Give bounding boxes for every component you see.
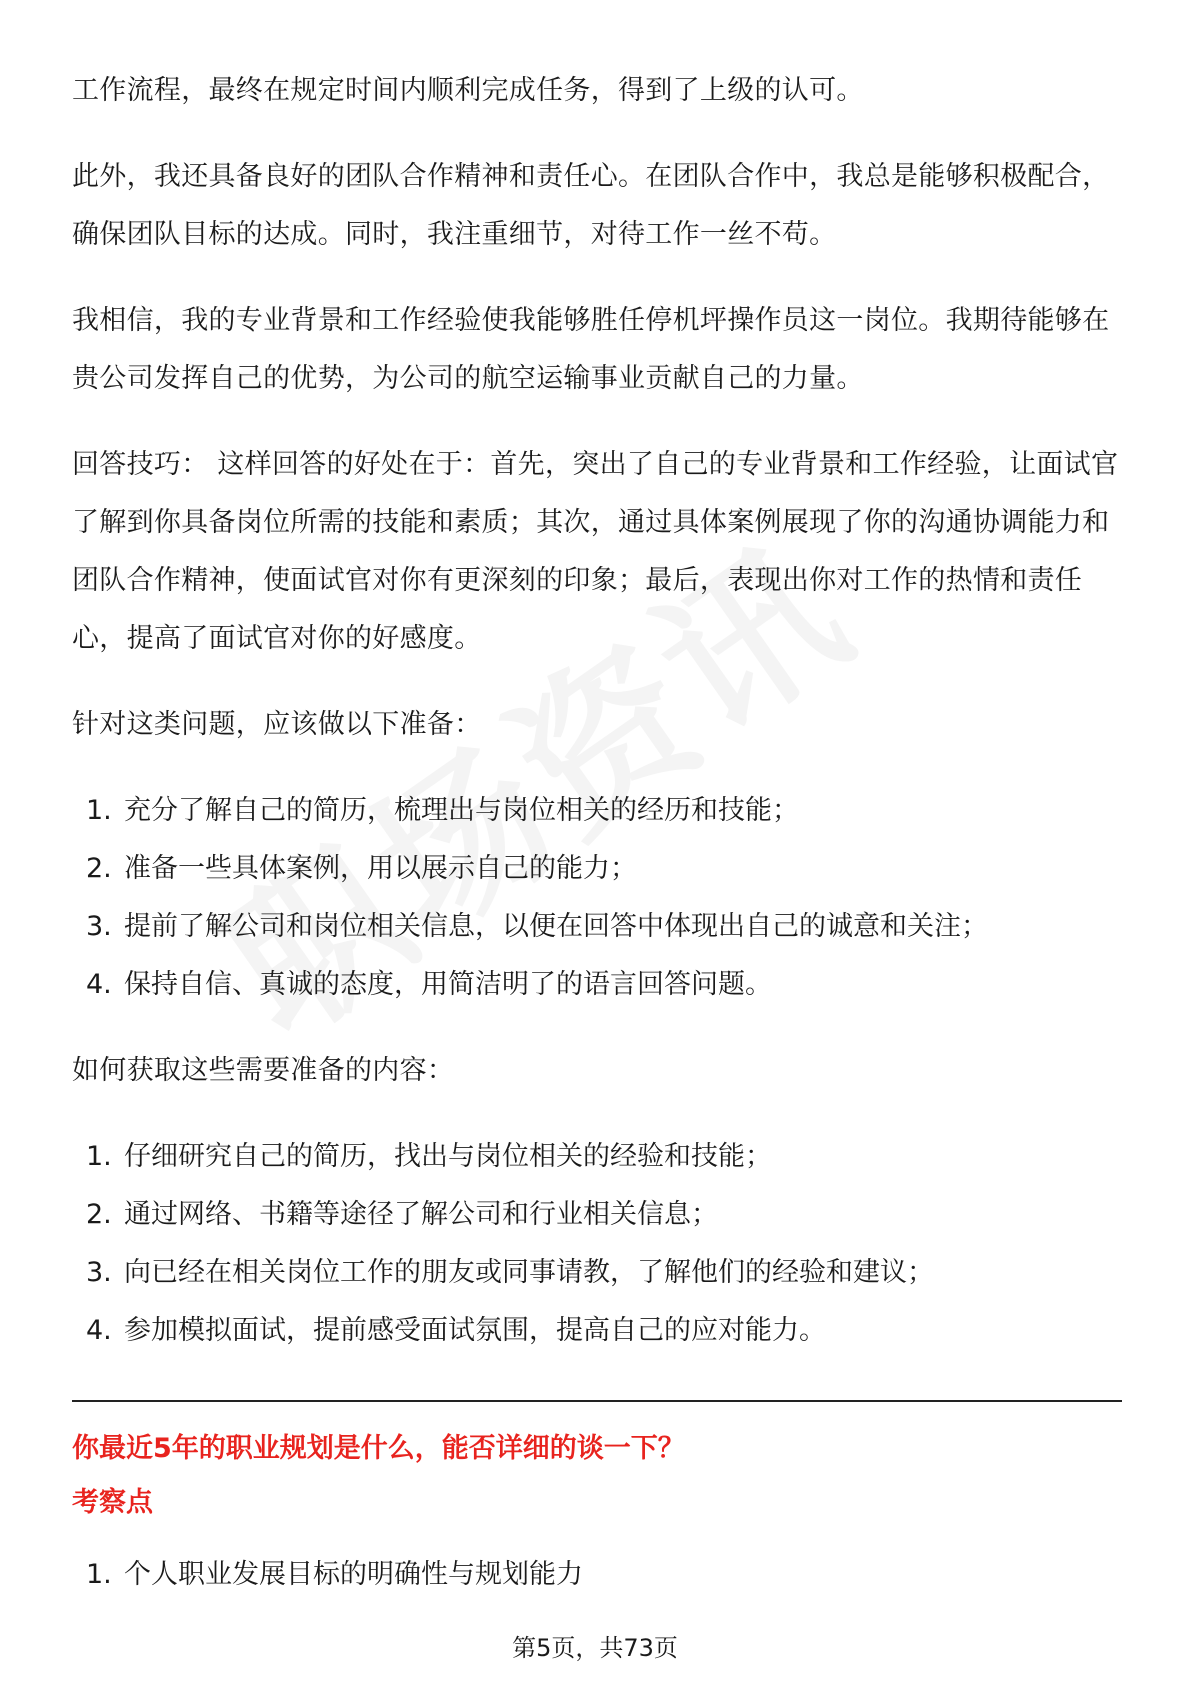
prep-list (72, 782, 1122, 1014)
focus-heading: 考察点 (72, 1487, 153, 1518)
paragraph-continuation: 工作流程，最终在规定时间内顺利完成任务，得到了上级的认可。 (72, 75, 864, 106)
question-heading: 你最近5年的职业规划是什么，能否详细的谈一下？ (72, 1433, 685, 1464)
list-item: 3. 提前了解公司和岗位相关信息，以便在回答中体现出自己的诚意和关注； (86, 911, 988, 942)
list-item: 3. 向已经在相关岗位工作的朋友或同事请教，了解他们的经验和建议； (86, 1257, 934, 1288)
get-list (72, 1128, 1122, 1360)
page-content (72, 62, 1122, 1632)
list-item: 1. 个人职业发展目标的明确性与规划能力 (86, 1559, 583, 1590)
list-item: 1. 充分了解自己的简历，梳理出与岗位相关的经历和技能； (86, 795, 799, 826)
page-footer: 第5页，共73页 (512, 1634, 678, 1662)
paragraph-conclusion: 我相信，我的专业背景和工作经验使我能够胜任停机坪操作员这一岗位。我期待能够在贵公司发挥自己的优势，为公司的航空运输事业贡献自己的力量。 (72, 305, 1110, 394)
list-item: 4. 保持自信、真诚的态度，用简洁明了的语言回答问题。 (86, 969, 772, 1000)
list-item: 2. 通过网络、书籍等途径了解公司和行业相关信息； (86, 1199, 718, 1230)
section-divider (72, 1400, 1122, 1402)
focus-list (72, 1546, 1122, 1604)
paragraph-prep-intro: 针对这类问题，应该做以下准备： (72, 709, 482, 740)
list-item: 1. 仔细研究自己的简历，找出与岗位相关的经验和技能； (86, 1141, 772, 1172)
paragraph-answer-tips: 回答技巧： 这样回答的好处在于：首先，突出了自己的专业背景和工作经验，让面试官了解到你具备岗位所需的技能和素质；其次，通过具体案例展现了你的沟通协调能力和团队合作精神，使面试官对你有更深刻的印象；最后，表现出你对工作的热情和责任心，提高了面试官对你的好感度。 (72, 449, 1119, 654)
list-item: 2. 准备一些具体案例，用以展示自己的能力； (86, 853, 637, 884)
paragraph-teamwork: 此外，我还具备良好的团队合作精神和责任心。在团队合作中，我总是能够积极配合，确保团队目标的达成。同时，我注重细节，对待工作一丝不苟。 (72, 161, 1110, 250)
paragraph-how-to-get: 如何获取这些需要准备的内容： (72, 1055, 455, 1086)
list-item: 4. 参加模拟面试，提前感受面试氛围，提高自己的应对能力。 (86, 1315, 826, 1346)
